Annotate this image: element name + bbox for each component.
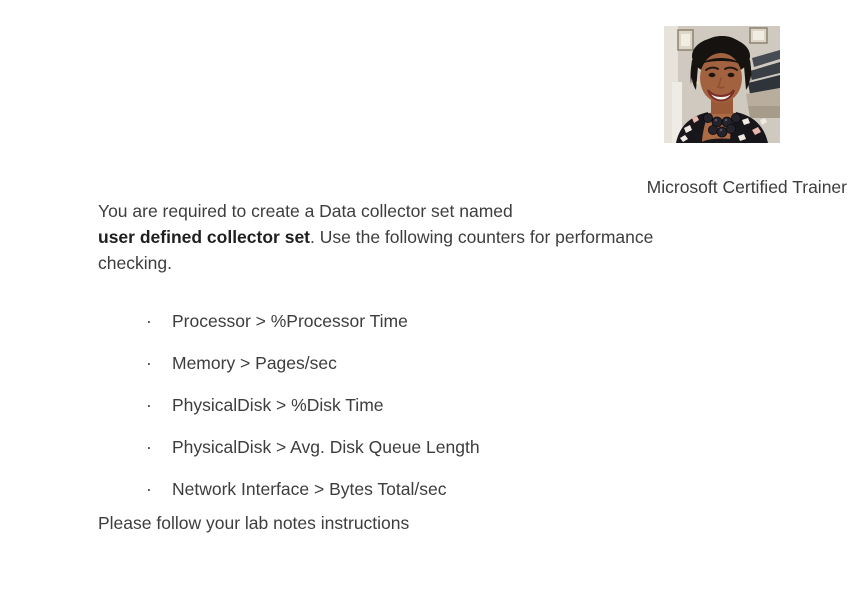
bullet-icon: · (146, 479, 152, 499)
list-item (146, 350, 480, 392)
trainer-photo (664, 26, 780, 143)
counter-list (146, 308, 480, 518)
footer-note: Please follow your lab notes instructions (98, 513, 410, 533)
counter-text: PhysicalDisk > %Disk Time (172, 395, 384, 415)
counter-text: Processor > %Processor Time (172, 311, 408, 331)
trainer-photo-illustration (664, 26, 780, 143)
list-item (146, 308, 480, 350)
intro-line-3: checking. (98, 253, 172, 273)
intro-paragraph (98, 198, 653, 276)
intro-line-2 (98, 224, 653, 250)
counter-text: Memory > Pages/sec (172, 353, 337, 373)
bullet-icon: · (146, 311, 152, 331)
list-item (146, 434, 480, 476)
intro-line-1: You are required to create a Data collector set named (98, 201, 513, 221)
trainer-caption: Microsoft Certified Trainer (646, 177, 847, 197)
bullet-icon: · (146, 353, 152, 373)
intro-line-2-rest: . Use the following counters for performance (310, 227, 654, 247)
counter-text: PhysicalDisk > Avg. Disk Queue Length (172, 437, 480, 457)
collector-set-name: user defined collector set (98, 227, 311, 247)
bullet-icon: · (146, 395, 152, 415)
counter-text: Network Interface > Bytes Total/sec (172, 479, 447, 499)
bullet-icon: · (146, 437, 152, 457)
list-item (146, 392, 480, 434)
